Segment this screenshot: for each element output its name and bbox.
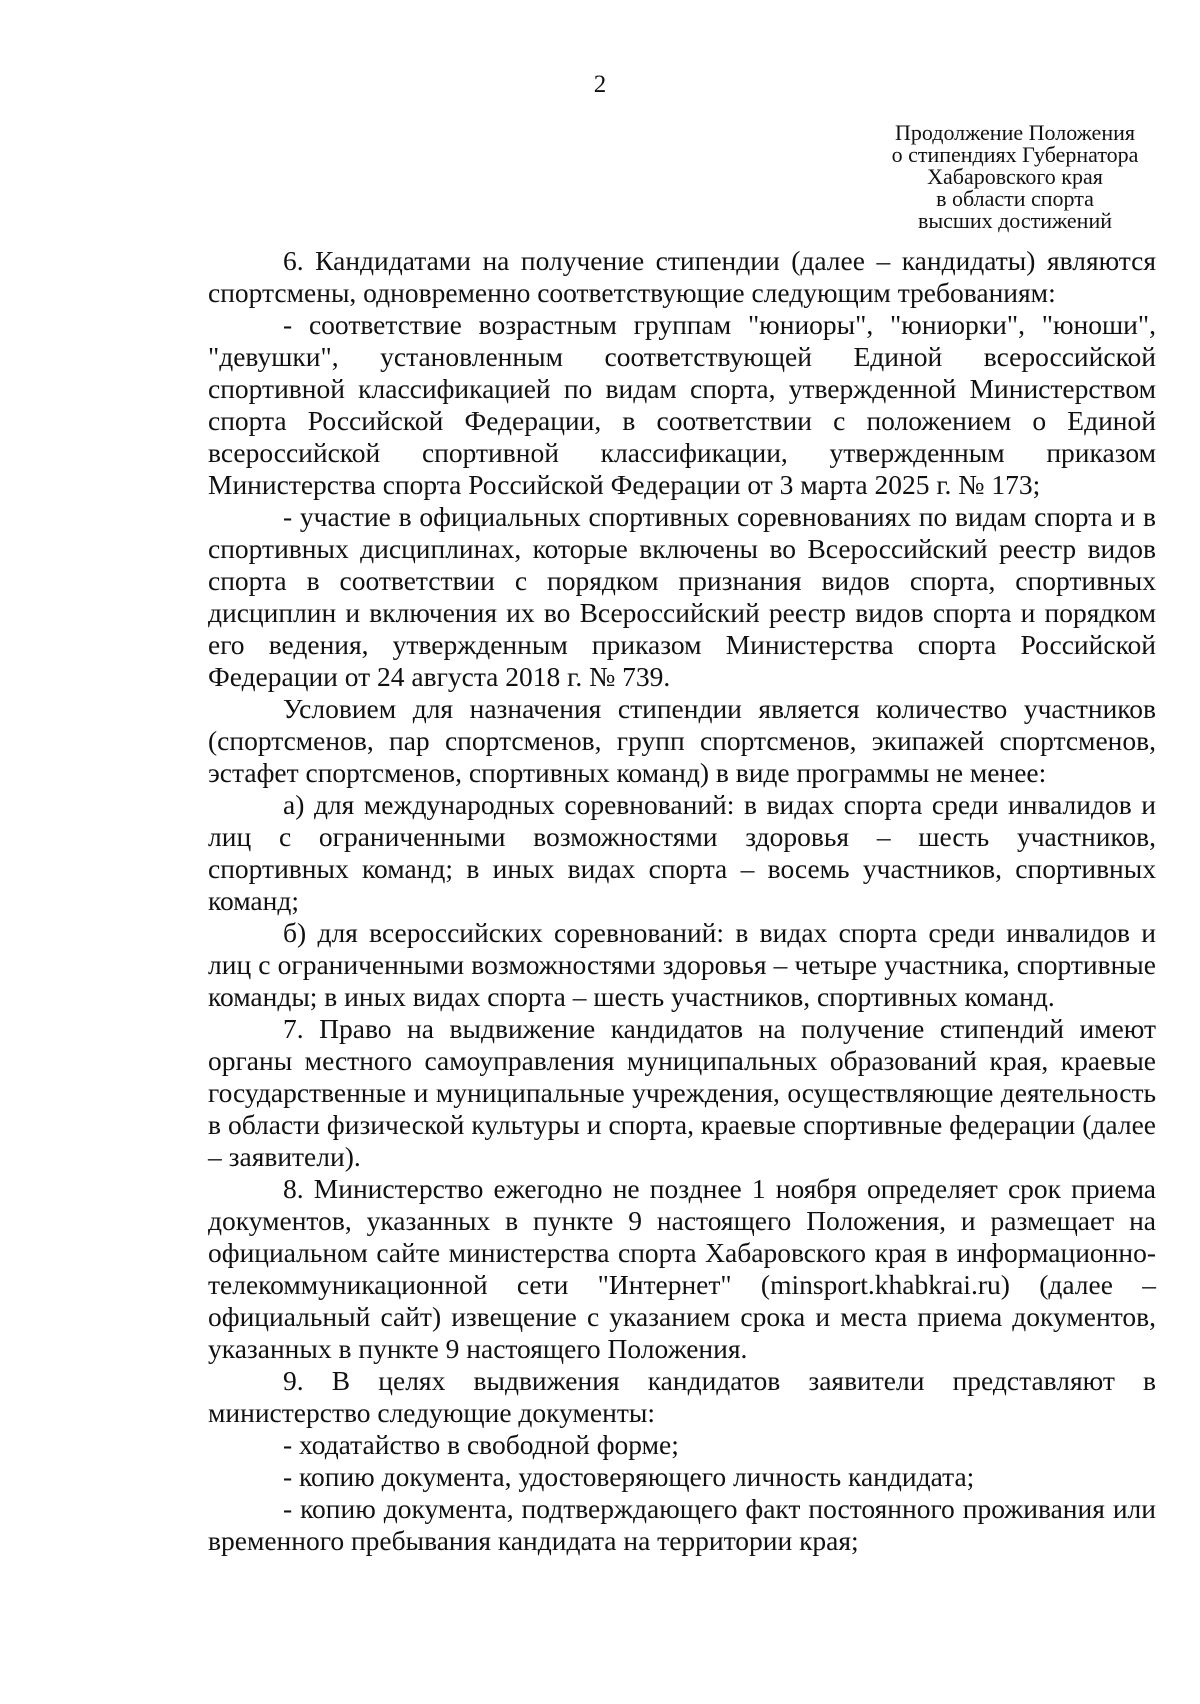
paragraph-7: 7. Право на выдвижение кандидатов на получение стипендий имеют органы местного самоуправления муниципальных образований края, краевые государственные и муниципальные учреждения, осуществляющие деятельность в области физической культуры и спорта, краевые спортивные федерации (далее – заявители).	[208, 1013, 1156, 1172]
paragraph-international: а) для международных соревнований: в видах спорта среди инвалидов и лиц с ограниченными возможностями здоровья – шесть участников, спортивных команд; в иных видах спорта – восемь участников, спортивных команд;	[208, 789, 1156, 916]
paragraph-all-russian: б) для всероссийских соревнований: в видах спорта среди инвалидов и лиц с ограниченными возможностями здоровья – четыре участника, спортивные команды; в иных видах спорта – шесть участников, спортивных команд.	[208, 917, 1156, 1012]
list-item-identity-copy: - копию документа, удостоверяющего личность кандидата;	[283, 1461, 975, 1492]
document-header	[860, 122, 1170, 232]
page-number: 2	[593, 71, 607, 98]
paragraph-participation: - участие в официальных спортивных соревнованиях по видам спорта и в спортивных дисциплинах, которые включены во Всероссийский реестр видов спорта в соответствии с порядком признания видов спорта, спортивных дисциплин и включения их во Всероссийский реестр видов спорта и порядком его ведения, утвержденным приказом Министерства спорта Российской Федерации от 24 августа 2018 г. № 739.	[208, 501, 1156, 692]
header-line: высших достижений	[917, 208, 1113, 233]
document-body	[208, 245, 1156, 1557]
paragraph-6: 6. Кандидатами на получение стипендии (далее – кандидаты) являются спортсмены, одновременно соответствующие следующим требованиям:	[208, 245, 1156, 308]
header-line: о стипендиях Губернатора	[891, 142, 1139, 167]
header-line: Хабаровского края	[927, 164, 1103, 189]
paragraph-age-groups: - соответствие возрастным группам "юниоры", "юниорки", "юноши", "девушки", установленным соответствующей Единой всероссийской спортивной классификацией по видам спорта, утвержденной Министерством спорта Российской Федерации, в соответствии с положением о Единой всероссийской спортивной классификации, утвержденным приказом Министерства спорта Российской Федерации от 3 марта 2025 г. № 173;	[208, 309, 1156, 500]
list-item-residence-copy: - копию документа, подтверждающего факт постоянного проживания или временного пребывания кандидата на территории края;	[208, 1493, 1156, 1556]
header-line: Продолжение Положения	[895, 120, 1135, 145]
paragraph-condition: Условием для назначения стипендии является количество участников (спортсменов, пар спортсменов, групп спортсменов, экипажей спортсменов, эстафет спортсменов, спортивных команд) в виде программы не менее:	[208, 693, 1156, 788]
paragraph-8: 8. Министерство ежегодно не позднее 1 ноября определяет срок приема документов, указанных в пункте 9 настоящего Положения, и размещает на официальном сайте министерства спорта Хабаровского края в информационно-телекоммуникационной сети "Интернет" (minsport.khabkrai.ru) (далее – официальный сайт) извещение с указанием срока и места приема документов, указанных в пункте 9 настоящего Положения.	[208, 1173, 1156, 1364]
paragraph-9: 9. В целях выдвижения кандидатов заявители представляют в министерство следующие документы:	[208, 1365, 1156, 1428]
header-line: в области спорта	[936, 186, 1094, 211]
list-item-petition: - ходатайство в свободной форме;	[283, 1429, 679, 1460]
